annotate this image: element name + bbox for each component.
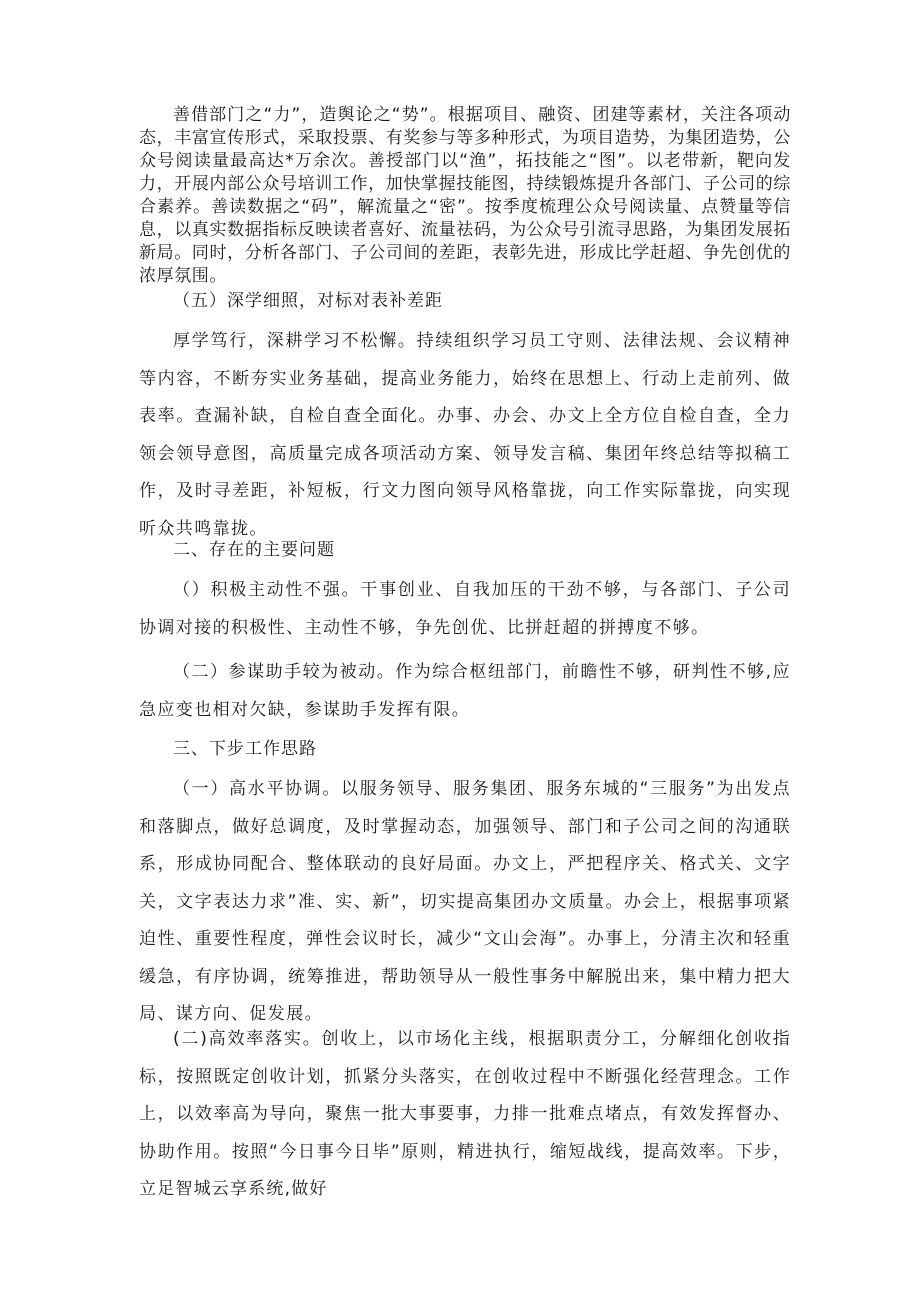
paragraph-problem-2: （二）参谋助手较为被动。作为综合枢纽部门，前瞻性不够，研判性不够,应急应变也相对欠缺，参谋助手发挥有限。	[139, 662, 791, 720]
paragraph-coordination: （一）高水平协调。以服务领导、服务集团、服务东城的“三服务”为出发点和落脚点，做好总调度，及时掌握动态，加强领导、部门和子公司之间的沟通联系，形成协同配合、整体联动的良好局面。办文上，严把程序关、格式关、文字关，文字表达力求”准、实、新”，切实提高集团办文质量。办会上，根据事项紧迫性、重要性程度，弹性会议时长，减少“文山会海”。办事上，分清主次和轻重缓急，有序协调，统筹推进，帮助领导从一般性事务中解脱出来，集中精力把大局、谋方向、促发展。	[139, 779, 791, 1024]
heading-next-steps: 三、下步工作思路	[173, 739, 317, 759]
heading-section-5: （五）深学细照，对标对表补差距	[173, 291, 443, 311]
paragraph-problem-1: （）积极主动性不强。干事创业、自我加压的干劲不够，与各部门、子公司协调对接的积极性、主动性不够，争先创优、比拼赶超的拼搏度不够。	[139, 580, 791, 638]
heading-main-problems: 二、存在的主要问题	[173, 540, 335, 560]
paragraph-implementation: (二)高效率落实。创收上，以市场化主线，根据职责分工，分解细化创收指标，按照既定创收计划，抓紧分头落实，在创收过程中不断强化经营理念。工作上，以效率高为导向，聚焦一批大事要事，力排一批难点堵点，有效发挥督办、协助作用。按照“今日事今日毕”原则，精进执行，缩短战线，提高效率。下步，立足智城云享系统,做好	[139, 1029, 791, 1199]
paragraph-publicity: 善借部门之“力”，造舆论之“势”。根据项目、融资、团建等素材，关注各项动态，丰富宣传形式，采取投票、有奖参与等多种形式，为项目造势，为集团造势，公众号阅读量最高达*万余次。善授部门以“渔”，拓技能之“图”。以老带新，靶向发力，开展内部公众号培训工作，加快掌握技能图，持续锻炼提升各部门、子公司的综合素养。善读数据之“码”，解流量之“密”。按季度梳理公众号阅读量、点赞量等信息，以真实数据指标反映读者喜好、流量祛码，为公众号引流寻思路，为集团发展拓新局。同时，分析各部门、子公司间的差距，表彰先进，形成比学赶超、争先创优的浓厚氛围。	[139, 105, 791, 286]
paragraph-study: 厚学笃行，深耕学习不松懈。持续组织学习员工守则、法律法规、会议精神等内容，不断夯实业务基础，提高业务能力，始终在思想上、行动上走前列、做表率。查漏补缺，自检自查全面化。办事、办会、办文上全方位自检自查，全力领会领导意图，高质量完成各项活动方案、领导发言稿、集团年终总结等拟稿工作，及时寻差距，补短板，行文力图向领导风格靠拢，向工作实际靠拢，向实现听众共鸣靠拢。	[139, 331, 791, 539]
